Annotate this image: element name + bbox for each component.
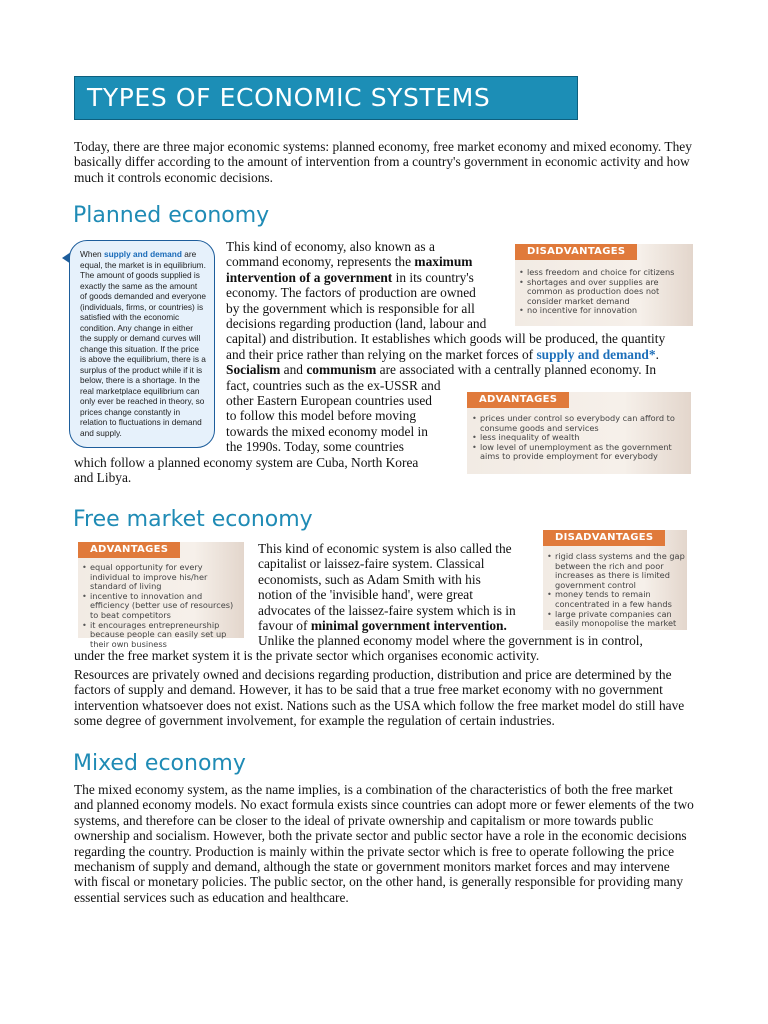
note-highlight: supply and demand	[103, 249, 182, 259]
advantages-tag: ADVANTAGES	[78, 542, 180, 558]
free-line: advocates of the laissez-faire system which is in	[258, 602, 516, 618]
planned-advantages-panel	[467, 392, 691, 474]
advantages-list	[472, 414, 688, 462]
mixed-heading: Mixed economy	[73, 751, 246, 776]
planned-line: which follow a planned economy system are Cuba, North Korea	[74, 455, 419, 470]
planned-line: economy. The factors of production are owned	[226, 285, 476, 301]
list-item: • incentive to innovation and efficiency (better use of resources) to beat competitors	[82, 592, 242, 621]
free-line: capitalist or laissez-faire system. Classical	[258, 556, 485, 572]
page-title: TYPES OF ECONOMIC SYSTEMS	[87, 83, 491, 112]
free-line: notion of the 'invisible hand', were great	[258, 587, 473, 603]
free-line: under the free market system it is the private sector which organises economic activity.	[74, 648, 540, 663]
planned-line: decisions regarding production (land, labour and	[226, 316, 487, 332]
list-item: • rigid class systems and the gap between the rich and poor increases as there is limited government control	[547, 552, 685, 590]
list-item: • shortages and over supplies are common as production does not consider market demand	[519, 278, 689, 307]
disadvantages-tag: DISADVANTAGES	[515, 244, 637, 260]
free-advantages-panel	[78, 542, 244, 649]
planned-line: towards the mixed economy model in	[226, 423, 428, 439]
free-body	[258, 541, 548, 633]
list-item: • money tends to remain concentrated in a few hands	[547, 590, 685, 609]
free-line: economists, such as Adam Smith with his	[258, 571, 481, 587]
planned-disadvantages-panel	[515, 244, 693, 326]
planned-line: and their price rather than relying on the market forces of supply and demand*.	[226, 346, 659, 362]
advantages-tag: ADVANTAGES	[467, 392, 569, 408]
disadvantages-tag: DISADVANTAGES	[543, 530, 665, 546]
note-text-cont: are equal, the market is in equilibrium. The amount of goods supplied is exactly the same as the amount of goods demanded and everyone (individuals, firms, or countries) is satisfied with the economic condition. Any change in either the supply or demand curves will change this situation. If the price is above the equilibrium, there is a surplus of the product while if it is below, there is a shortage. In the real marketplace equilibrium can only ever be reached in theory, so prices change constantly in relation to fluctuations in demand and supply.	[80, 249, 206, 438]
list-item: • large private companies can easily monopolise the market	[547, 610, 685, 629]
disadvantages-list	[547, 552, 685, 629]
list-item: • it encourages entrepreneurship because people can easily set up their own business	[82, 621, 242, 650]
list-item: • low level of unemployment as the government aims to provide employment for everybody	[472, 443, 688, 462]
free-line: Unlike the planned economy model where the government is in control,	[258, 633, 643, 648]
planned-line: Socialism and communism are associated with a centrally planned economy. In	[226, 362, 657, 378]
note-text: When	[80, 249, 104, 259]
list-item: • no incentive for innovation	[519, 306, 689, 316]
planned-line: fact, countries such as the ex-USSR and	[226, 377, 441, 393]
planned-line: to follow this model before moving	[226, 408, 417, 424]
list-item: • equal opportunity for every individual to improve his/her standard of living	[82, 563, 242, 592]
planned-line: This kind of economy, also known as a	[226, 239, 435, 254]
advantages-list	[82, 563, 242, 649]
free-line: This kind of economic system is also called the	[258, 541, 512, 556]
supply-demand-note	[69, 240, 215, 448]
planned-line: intervention of a government in its country's	[226, 269, 474, 285]
mixed-paragraph: The mixed economy system, as the name implies, is a combination of the characteristics of both the free market and planned economy models. No exact formula exists since countries can adopt more or fewer elements of the two systems, and therefore can be closer to the ideal of private ownership and capitalism or more towards public ownership and socialism. However, both the private sector and public sector have a role in the economic decisions regarding the country. Production is mainly within the private sector which is free to operate following the price mechanism of supply and demand, although the state or government monitors market forces and may intervene with fiscal or monetary policies. The public sector, on the other hand, is generally responsible for providing many essential services such as education and healthcare.	[74, 782, 694, 905]
planned-line: by the government which is responsible for all	[226, 300, 475, 316]
disadvantages-list	[519, 268, 689, 316]
planned-line: and Libya.	[74, 470, 132, 486]
list-item: • less freedom and choice for citizens	[519, 268, 689, 278]
planned-line: command economy, represents the maximum	[226, 254, 473, 270]
intro-paragraph: Today, there are three major economic systems: planned economy, free market economy and mixed economy. They basically differ according to the amount of intervention from a country's government in economic activity and how much it controls economic decisions.	[74, 139, 692, 185]
free-market-heading: Free market economy	[73, 507, 313, 532]
planned-line: capital) and distribution. It establishes which goods will be produced, the quantity	[226, 331, 666, 347]
planned-line: other Eastern European countries used	[226, 393, 432, 409]
planned-heading: Planned economy	[73, 203, 270, 228]
planned-body-end	[74, 455, 474, 486]
free-paragraph-2: Resources are privately owned and decisions regarding production, distribution and price are determined by the factors of supply and demand. However, it has to be said that a true free market economy with no government intervention whatsoever does not exist. Nations such as the USA which follow the free market model do still have some degree of government involvement, for example the regulation of certain industries.	[74, 667, 685, 729]
free-line: favour of minimal government intervention.	[258, 618, 507, 634]
list-item: • less inequality of wealth	[472, 433, 688, 443]
page-title-banner	[74, 76, 578, 120]
planned-line: the 1990s. Today, some countries	[226, 439, 404, 455]
free-disadvantages-panel	[543, 530, 687, 630]
list-item: • prices under control so everybody can afford to consume goods and services	[472, 414, 688, 433]
